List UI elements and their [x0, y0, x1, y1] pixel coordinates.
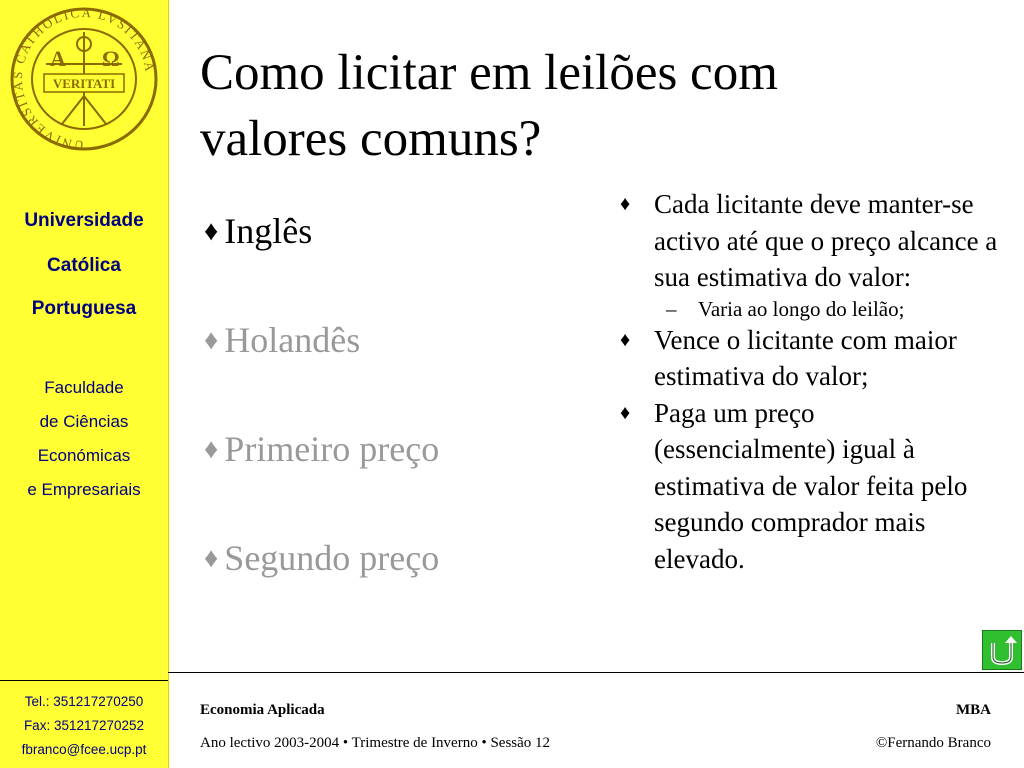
dash-bullet-icon: – — [666, 296, 677, 321]
footer-program: MBA — [956, 702, 991, 718]
explanation-bullet — [620, 322, 1000, 395]
explanation-sub-bullet — [620, 296, 1000, 322]
auction-type-label: Segundo preço — [224, 538, 440, 578]
sidebar-divider — [0, 680, 168, 681]
footer-divider — [168, 672, 1024, 673]
sub-bullet-text: Varia ao longo do leilão; — [698, 296, 905, 321]
auction-type-dutch — [204, 319, 360, 361]
seal-veritati: VERITATI — [52, 76, 116, 91]
contact-fax: Fax: 351217270252 — [23, 718, 145, 733]
explanation-bullet — [620, 186, 1000, 296]
diamond-bullet-icon: ♦ — [620, 193, 631, 215]
university-seal-icon — [6, 4, 162, 154]
footer-author: ©Fernando Branco — [875, 735, 991, 751]
auction-type-label: Holandês — [224, 320, 361, 360]
university-name-line-3: Portuguesa — [31, 298, 137, 319]
diamond-bullet-icon: ♦ — [620, 401, 631, 424]
auction-type-label: Primeiro preço — [224, 429, 440, 469]
sidebar — [0, 0, 169, 768]
footer-session: Ano lectivo 2003-2004 • Trimestre de Inverno • Sessão 12 — [200, 735, 551, 751]
slide-title-line-2: valores comuns? — [200, 111, 542, 167]
diamond-bullet-icon: ♦ — [620, 328, 631, 351]
faculty-line-1: Faculdade — [44, 378, 124, 397]
explanation-text: Paga um preço (essencialmente) igual à estimativa de valor feita pelo segundo comprador mais elevado. — [654, 397, 968, 574]
university-name-line-2: Católica — [47, 255, 121, 276]
university-name-line-1: Universidade — [24, 210, 144, 231]
contact-email: fbranco@fcee.ucp.pt — [21, 742, 147, 757]
explanation-text: Vence o licitante com maior estimativa do valor; — [654, 324, 957, 391]
auction-type-label: Inglês — [224, 211, 313, 251]
omega-letter: Ω — [102, 46, 120, 71]
diamond-bullet-icon: ♦ — [204, 434, 219, 465]
auction-type-english — [204, 210, 312, 252]
slide-title — [200, 40, 1000, 172]
diamond-bullet-icon: ♦ — [204, 543, 219, 574]
explanation-list — [620, 186, 1000, 577]
auction-type-first-price — [204, 428, 439, 470]
footer-course: Economia Aplicada — [200, 702, 325, 718]
explanation-bullet — [620, 395, 1000, 578]
faculty-line-3: Económicas — [37, 446, 131, 465]
alpha-letter: A — [50, 46, 66, 71]
auction-type-second-price — [204, 537, 439, 579]
faculty-line-4: e Empresariais — [27, 480, 141, 499]
contact-phone: Tel.: 351217270250 — [24, 694, 144, 709]
seal-motto: UNIVERSITAS CATHOLICA LVSITANA — [9, 4, 158, 154]
diamond-bullet-icon: ♦ — [204, 216, 219, 247]
diamond-bullet-icon: ♦ — [204, 325, 219, 356]
slide-title-line-1: Como licitar em leilões com — [200, 45, 778, 101]
return-arrow-icon — [983, 631, 1021, 669]
explanation-text: Cada licitante deve manter-se activo até que o preço alcance a sua estimativa do valor: — [654, 189, 998, 292]
faculty-line-2: de Ciências — [39, 412, 129, 431]
return-button[interactable] — [982, 630, 1022, 670]
